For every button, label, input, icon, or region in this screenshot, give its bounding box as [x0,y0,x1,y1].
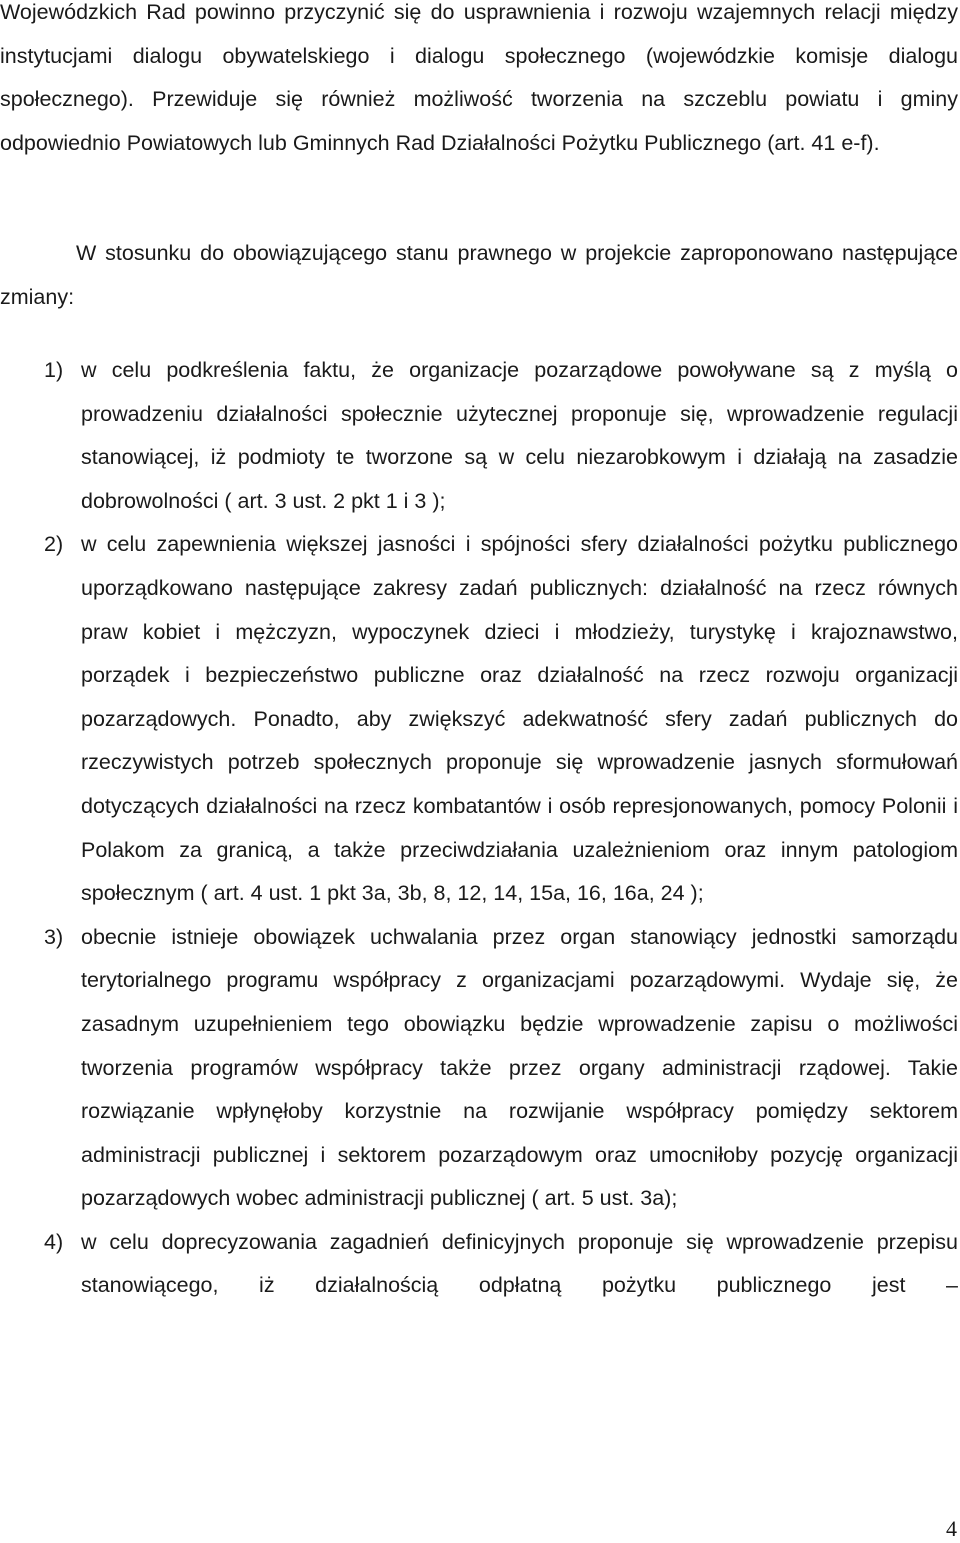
list-item [0,916,958,1221]
list-marker: 2) [44,532,64,557]
list-item [0,1221,958,1308]
list-item-text: w celu podkreślenia faktu, że organizacje pozarządowe powoływane są z myślą o prowadzeniu działalności społecznie użytecznej proponuje się, wprowadzenie regulacji stanowiącej, iż podmioty te tworzone są w celu niezarobkowym i działają na zasadzie dobrowolności ( art. 3 ust. 2 pkt 1 i 3 ); [81,358,958,513]
list-item [0,349,958,523]
changes-intro-paragraph: W stosunku do obowiązującego stanu prawnego w projekcie zaproponowano następujące zmiany: [0,241,958,309]
list-marker: 3) [44,924,64,949]
list-item-text: w celu zapewnienia większej jasności i spójności sfery działalności pożytku publicznego uporządkowano następujące zakresy zadań publicznych: działalność na rzecz równych praw kobiet i mężczyzn, wypoczynek dzieci i młodzieży, turystykę i krajoznawstwo, porządek i bezpieczeństwo publiczne oraz działalność na rzecz rozwoju organizacji pozarządowych. Ponadto, aby zwiększyć adekwatność sfery zadań publicznych do rzeczywistych potrzeb społecznych proponuje się wprowadzenie jasnych sformułowań dotyczących działalności na rzecz kombatantów i osób represjonowanych, pomocy Polonii i Polakom za granicą, a także przeciwdziałania uzależnieniom oraz innym patologiom społecznym ( art. 4 ust. 1 pkt 3a, 3b, 8, 12, 14, 15a, 16, 16a, 24 ); [81,532,958,906]
list-item-text: obecnie istnieje obowiązek uchwalania przez organ stanowiący jednostki samorządu terytorialnego programu współpracy z organizacjami pozarządowymi. Wydaje się, że zasadnym uzupełnieniem tego obowiązku będzie wprowadzenie zapisu o możliwości tworzenia programów współpracy także przez organy administracji rządowej. Takie rozwiązanie wpłynęłoby korzystnie na rozwijanie współpracy pomiędzy sektorem administracji publicznej i sektorem pozarządowym oraz umocniłoby pozycję organizacji pozarządowych wobec administracji publicznej ( art. 5 ust. 3a); [81,924,958,1211]
list-item [0,523,958,915]
list-item-text: w celu doprecyzowania zagadnień definicyjnych proponuje się wprowadzenie przepisu stanowiącego, iż działalnością odpłatną pożytku publicznego jest – [81,1229,958,1298]
list-marker: 4) [44,1229,64,1254]
changes-list [0,349,958,1308]
list-marker: 1) [44,358,64,382]
page-number: 4 [946,1516,957,1541]
intro-paragraph: Wojewódzkich Rad powinno przyczynić się do usprawnienia i rozwoju wzajemnych relacji między instytucjami dialogu obywatelskiego i dialogu społecznego (wojewódzkie komisje dialogu społecznego). Przewiduje się również możliwość tworzenia na szczeblu powiatu i gminy odpowiednio Powiatowych lub Gminnych Rad Działalności Pożytku Publicznego (art. 41 e-f). [0,0,958,155]
